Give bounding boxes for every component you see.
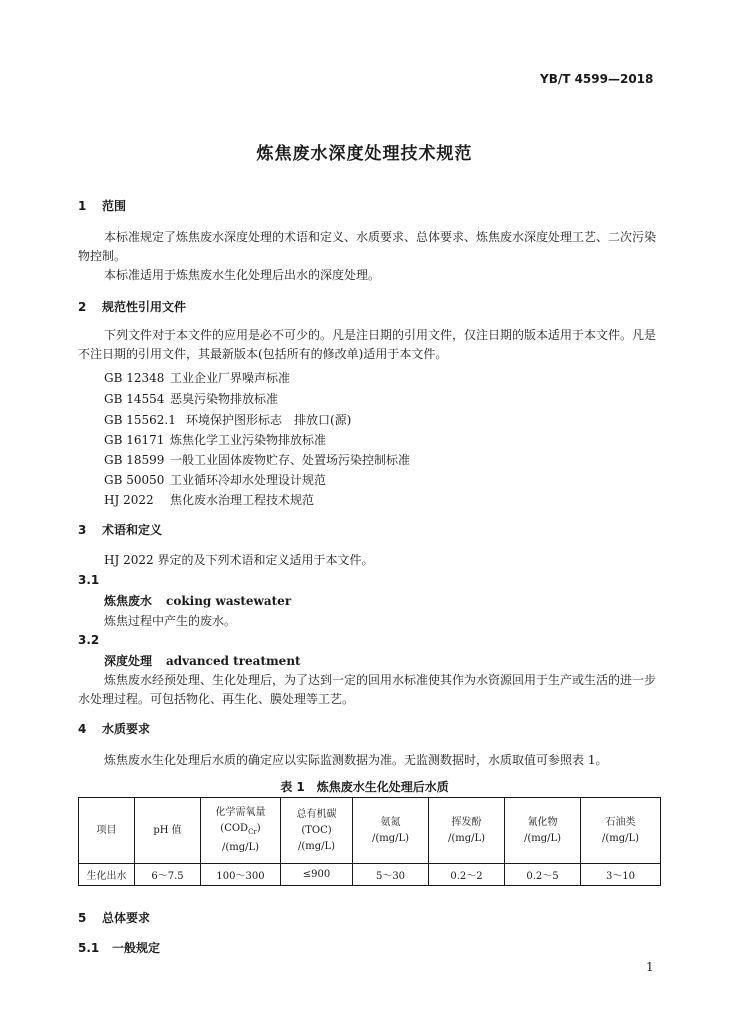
term-3-2 xyxy=(104,652,301,669)
table-cell: 0.2～5 xyxy=(505,864,581,886)
section-1-heading xyxy=(78,197,126,214)
section-number: 4 xyxy=(78,722,87,736)
section-number: 5 xyxy=(78,911,87,925)
header-petroleum: 石油类 /(mg/L) xyxy=(581,798,661,864)
table-cell: ≤900 xyxy=(281,864,353,886)
table-cell: 生化出水 xyxy=(79,864,135,886)
section-number: 3 xyxy=(78,523,87,537)
reference-code: GB 15562.1 xyxy=(104,413,176,427)
reference-code: HJ 2022 xyxy=(104,493,154,507)
reference-item xyxy=(104,411,351,428)
reference-name: 焦化废水治理工程技术规范 xyxy=(170,493,315,507)
section-4-heading xyxy=(78,720,150,737)
reference-name: 恶臭污染物排放标准 xyxy=(170,392,279,406)
section-2-paragraph-1: 下列文件对于本文件的应用是必不可少的。凡是注日期的引用文件，仅注日期的版本适用于本文件。凡是不注日期的引用文件，其最新版本(包括所有的修改单)适用于本文件。 xyxy=(78,328,657,361)
term-3-2-number: 3.2 xyxy=(78,633,100,647)
section-4-paragraph-1: 炼焦废水生化处理后水质的确定应以实际监测数据为准。无监测数据时，水质取值可参照表 1。 xyxy=(104,753,608,767)
section-2-heading xyxy=(78,298,186,315)
table-header-row xyxy=(79,798,661,864)
section-number: 1 xyxy=(78,199,87,213)
standard-code: YB/T 4599—2018 xyxy=(540,72,654,86)
term-english: coking wastewater xyxy=(166,594,292,608)
reference-code: GB 50050 xyxy=(104,473,165,487)
reference-code: GB 18599 xyxy=(104,453,165,467)
header-ammonia-nitrogen: 氨氮 /(mg/L) xyxy=(353,798,429,864)
term-chinese: 炼焦废水 xyxy=(104,594,153,608)
reference-name: 一般工业固体废物贮存、处置场污染控制标准 xyxy=(170,453,411,467)
reference-code: GB 14554 xyxy=(104,392,165,406)
header-toc: 总有机碳 (TOC) /(mg/L) xyxy=(281,798,353,864)
section-3-heading xyxy=(78,521,162,538)
header-cyanide: 氰化物 /(mg/L) xyxy=(505,798,581,864)
section-1-paragraph-1: 本标准规定了炼焦废水深度处理的术语和定义、水质要求、总体要求、炼焦废水深度处理工艺、二次污染物控制。 xyxy=(78,230,657,263)
section-title: 总体要求 xyxy=(102,911,151,925)
section-title: 规范性引用文件 xyxy=(102,300,187,314)
header-volatile-phenol: 挥发酚 /(mg/L) xyxy=(429,798,505,864)
page-number: 1 xyxy=(646,960,654,974)
table-caption: 表 1 炼焦废水生化处理后水质 xyxy=(280,780,449,794)
table-cell: 3～10 xyxy=(581,864,661,886)
water-quality-table xyxy=(78,797,661,886)
reference-code: GB 16171 xyxy=(104,433,165,447)
section-number: 2 xyxy=(78,300,87,314)
reference-code: GB 12348 xyxy=(104,371,165,385)
section-1-paragraph-2: 本标准适用于炼焦废水生化处理后出水的深度处理。 xyxy=(104,268,381,282)
reference-name: 工业循环冷却水处理设计规范 xyxy=(170,473,327,487)
section-5-1-heading xyxy=(78,939,160,956)
term-3-1-definition: 炼焦过程中产生的废水。 xyxy=(104,614,237,628)
term-3-1-number: 3.1 xyxy=(78,573,100,587)
header-item: 项目 xyxy=(79,798,135,864)
reference-name: 炼焦化学工业污染物排放标准 xyxy=(170,433,327,447)
term-3-1 xyxy=(104,592,291,609)
reference-item xyxy=(104,451,410,468)
section-title: 范围 xyxy=(102,199,127,213)
table-cell: 6～7.5 xyxy=(135,864,201,886)
header-cod: 化学需氧量 $(COD_{Cr})$ /(mg/L) xyxy=(201,798,281,864)
document-title: 炼焦废水深度处理技术规范 xyxy=(256,144,473,164)
subsection-title: 一般规定 xyxy=(112,941,161,955)
reference-item xyxy=(104,390,278,407)
reference-item xyxy=(104,431,326,448)
table-cell: 100～300 xyxy=(201,864,281,886)
section-3-paragraph-1: HJ 2022 界定的及下列术语和定义适用于本文件。 xyxy=(104,553,374,567)
reference-item xyxy=(104,491,314,508)
term-english: advanced treatment xyxy=(166,654,301,668)
reference-name: 环境保护图形标志 排放口(源) xyxy=(186,413,352,427)
section-title: 水质要求 xyxy=(102,722,151,736)
reference-item xyxy=(104,369,290,386)
table-row xyxy=(79,864,661,886)
table-cell: 5～30 xyxy=(353,864,429,886)
table-cell: 0.2～2 xyxy=(429,864,505,886)
header-ph: pH 值 xyxy=(135,798,201,864)
reference-item xyxy=(104,471,326,488)
reference-name: 工业企业厂界噪声标准 xyxy=(170,371,291,385)
section-5-heading xyxy=(78,909,150,926)
term-3-2-definition: 炼焦废水经预处理、生化处理后，为了达到一定的回用水标准使其作为水资源回用于生产或生活的进一步水处理过程。可包括物化、再生化、膜处理等工艺。 xyxy=(78,673,657,706)
subsection-number: 5.1 xyxy=(78,941,100,955)
section-title: 术语和定义 xyxy=(102,523,163,537)
term-chinese: 深度处理 xyxy=(104,654,153,668)
